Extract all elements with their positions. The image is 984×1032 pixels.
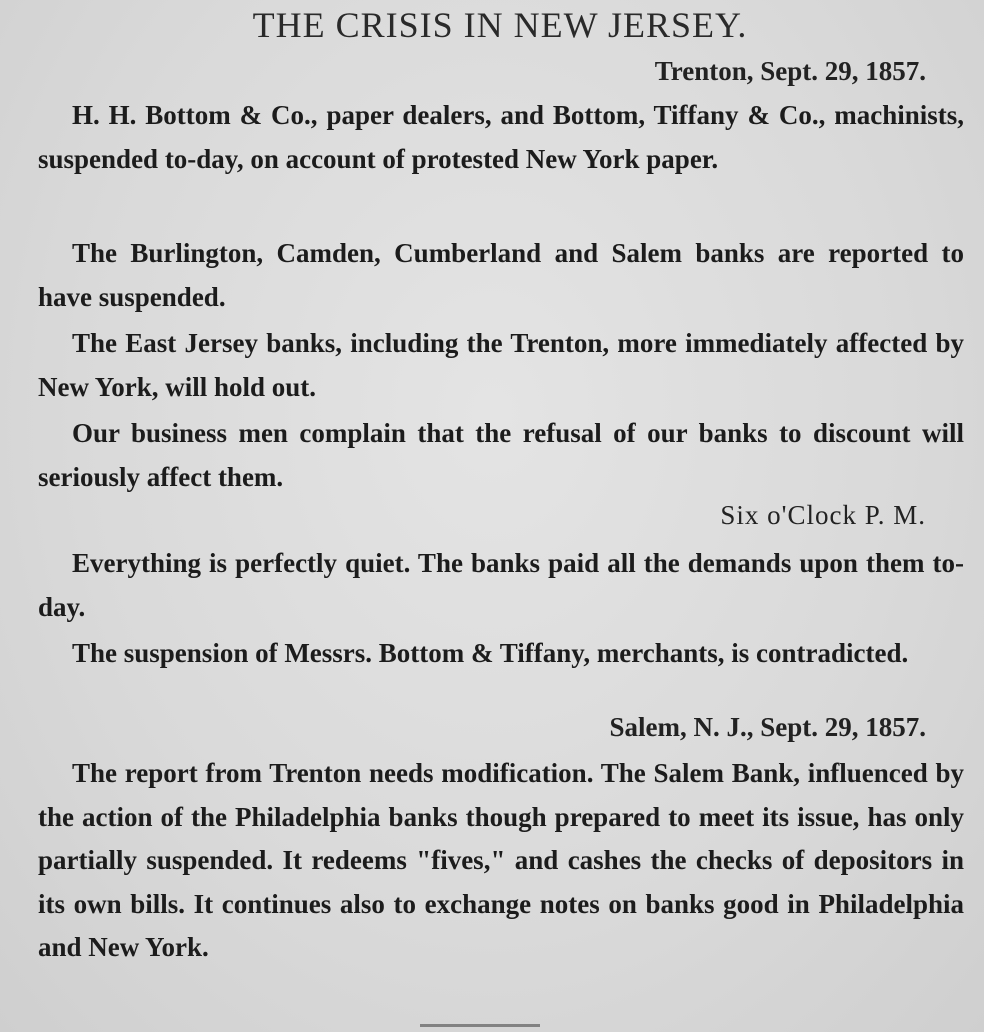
dateline-salem: Salem, N. J., Sept. 29, 1857. (609, 712, 926, 742)
dateline-trenton: Trenton, Sept. 29, 1857. (654, 56, 926, 86)
paragraph-business-men (38, 412, 964, 499)
paragraph-text: H. H. Bottom & Co., paper dealers, and Bottom, Tiffany & Co., machinists, suspended to-day, on account of protested New York paper. (38, 100, 964, 174)
paragraph-text: The suspension of Messrs. Bottom & Tiffany, merchants, is contradicted. (72, 638, 909, 668)
paragraph-text: The Burlington, Camden, Cumberland and Salem banks are reported to have suspended. (38, 238, 964, 312)
paragraph-text: Our business men complain that the refusal of our banks to discount will seriously affect them. (38, 418, 964, 492)
headline: THE CRISIS IN NEW JERSEY. (252, 5, 748, 45)
paragraph-text: The report from Trenton needs modification. The Salem Bank, influenced by the action of the Philadelphia banks though prepared to meet its issue, has only partially suspended. It redeems "fives," and cashes the checks of depositors in its own bills. It continues also to exchange notes on banks good in Philadelphia and New York. (38, 758, 964, 962)
dateline-six-oclock: Six o'Clock P. M. (720, 500, 926, 530)
paragraph-text: The East Jersey banks, including the Trenton, more immediately affected by New York, will hold out. (38, 328, 964, 402)
paragraph-banks-suspended (38, 232, 964, 319)
paragraph-contradicted (38, 632, 964, 676)
paragraph-perfectly-quiet (38, 542, 964, 629)
paragraph-salem-report (38, 752, 964, 970)
paragraph-text: Everything is perfectly quiet. The banks paid all the demands upon them to-day. (38, 548, 964, 622)
paragraph-east-jersey-banks (38, 322, 964, 409)
column-rule (420, 1024, 540, 1027)
paragraph-bottom-suspension (38, 94, 964, 181)
